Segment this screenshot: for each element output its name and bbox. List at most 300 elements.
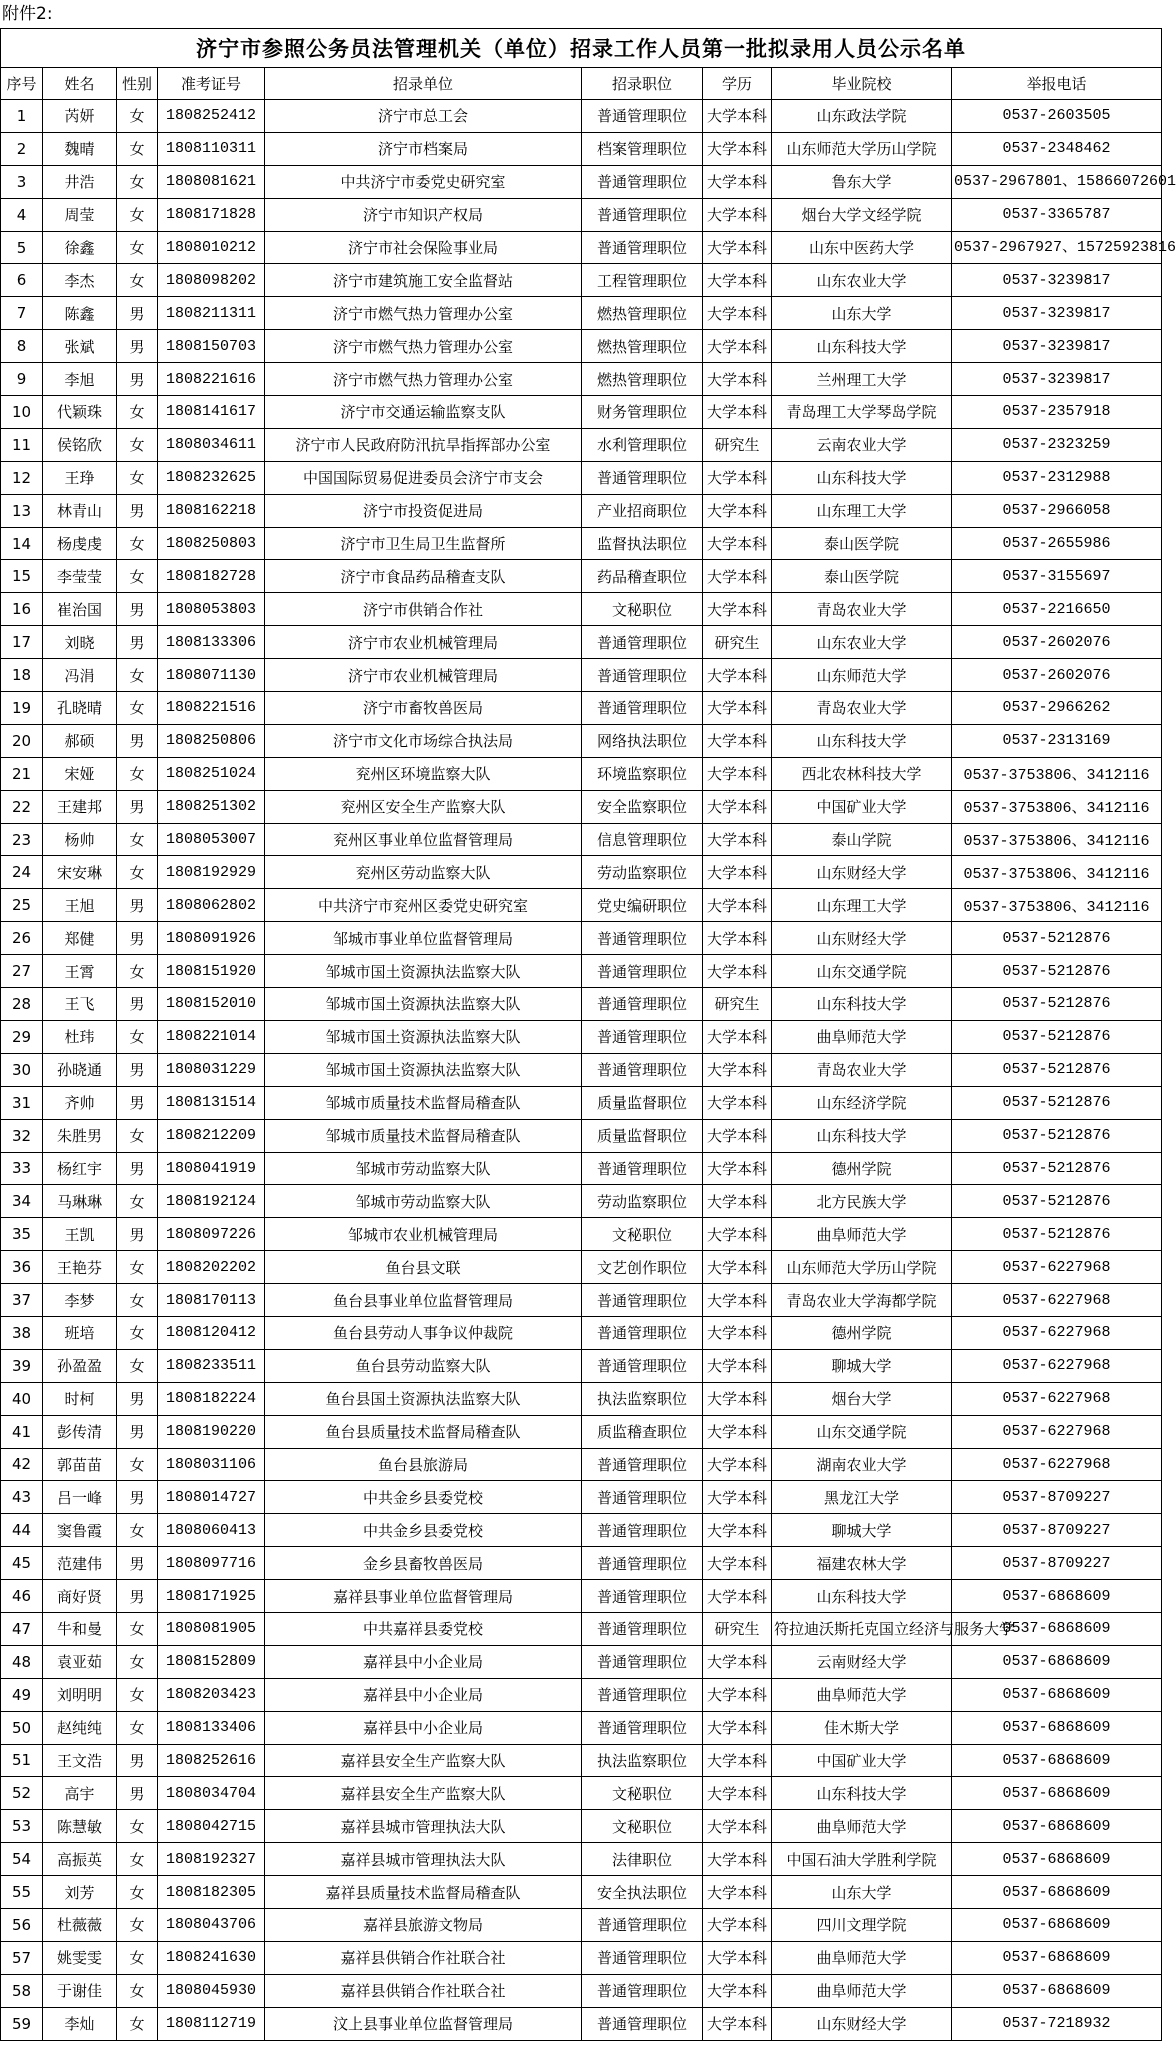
cell-unit: 鱼台县旅游局	[265, 1448, 582, 1481]
cell-name: 王琤	[43, 461, 117, 494]
cell-position: 普通管理职位	[582, 988, 703, 1021]
cell-index: 28	[1, 988, 43, 1021]
cell-exam-no: 1808252616	[158, 1744, 265, 1777]
cell-phone: 0537-6868609	[952, 1612, 1162, 1645]
cell-gender: 女	[117, 1020, 158, 1053]
cell-education: 大学本科	[703, 1448, 772, 1481]
table-row	[1, 1020, 1162, 1053]
cell-unit: 济宁市总工会	[265, 100, 582, 133]
cell-name: 高振英	[43, 1843, 117, 1876]
table-row	[1, 1580, 1162, 1613]
cell-index: 34	[1, 1185, 43, 1218]
cell-phone: 0537-2966262	[952, 692, 1162, 725]
cell-school: 湖南农业大学	[772, 1448, 952, 1481]
cell-name: 陈鑫	[43, 297, 117, 330]
cell-index: 17	[1, 626, 43, 659]
cell-education: 大学本科	[703, 1876, 772, 1909]
cell-index: 45	[1, 1547, 43, 1580]
cell-index: 36	[1, 1251, 43, 1284]
cell-exam-no: 1808034704	[158, 1777, 265, 1810]
cell-exam-no: 1808081905	[158, 1612, 265, 1645]
cell-gender: 男	[117, 1086, 158, 1119]
cell-school: 泰山学院	[772, 823, 952, 856]
column-header-unit: 招录单位	[265, 68, 582, 100]
cell-education: 大学本科	[703, 1349, 772, 1382]
cell-index: 40	[1, 1382, 43, 1415]
cell-school: 福建农林大学	[772, 1547, 952, 1580]
cell-school: 兰州理工大学	[772, 363, 952, 396]
cell-gender: 女	[117, 1941, 158, 1974]
cell-gender: 女	[117, 1119, 158, 1152]
cell-education: 大学本科	[703, 1645, 772, 1678]
cell-education: 大学本科	[703, 2007, 772, 2040]
cell-name: 牛和曼	[43, 1612, 117, 1645]
cell-position: 普通管理职位	[582, 1349, 703, 1382]
cell-position: 普通管理职位	[582, 165, 703, 198]
cell-phone: 0537-2216650	[952, 593, 1162, 626]
table-row	[1, 1711, 1162, 1744]
cell-name: 李旭	[43, 363, 117, 396]
table-row	[1, 527, 1162, 560]
cell-index: 9	[1, 363, 43, 396]
cell-unit: 邹城市劳动监察大队	[265, 1152, 582, 1185]
table-row	[1, 922, 1162, 955]
cell-name: 杨帅	[43, 823, 117, 856]
cell-index: 2	[1, 132, 43, 165]
cell-phone: 0537-6227968	[952, 1349, 1162, 1382]
cell-position: 普通管理职位	[582, 2007, 703, 2040]
cell-school: 佳木斯大学	[772, 1711, 952, 1744]
cell-unit: 中共金乡县委党校	[265, 1514, 582, 1547]
cell-phone: 0537-2966058	[952, 494, 1162, 527]
cell-gender: 女	[117, 1316, 158, 1349]
table-row	[1, 560, 1162, 593]
cell-phone: 0537-2357918	[952, 396, 1162, 429]
cell-index: 6	[1, 264, 43, 297]
cell-name: 郝硕	[43, 724, 117, 757]
cell-exam-no: 1808041919	[158, 1152, 265, 1185]
cell-exam-no: 1808010212	[158, 231, 265, 264]
cell-position: 燃热管理职位	[582, 297, 703, 330]
cell-exam-no: 1808133406	[158, 1711, 265, 1744]
cell-index: 38	[1, 1316, 43, 1349]
cell-index: 44	[1, 1514, 43, 1547]
cell-gender: 男	[117, 363, 158, 396]
cell-position: 监督执法职位	[582, 527, 703, 560]
cell-education: 大学本科	[703, 1777, 772, 1810]
cell-name: 于谢佳	[43, 1974, 117, 2007]
cell-gender: 女	[117, 1711, 158, 1744]
cell-index: 33	[1, 1152, 43, 1185]
cell-phone: 0537-8709227	[952, 1547, 1162, 1580]
cell-phone: 0537-5212876	[952, 1119, 1162, 1152]
cell-school: 青岛农业大学	[772, 1053, 952, 1086]
cell-position: 劳动监察职位	[582, 856, 703, 889]
cell-position: 信息管理职位	[582, 823, 703, 856]
cell-school: 曲阜师范大学	[772, 1020, 952, 1053]
table-row	[1, 1481, 1162, 1514]
cell-school: 山东中医药大学	[772, 231, 952, 264]
cell-unit: 济宁市交通运输监察支队	[265, 396, 582, 429]
cell-position: 文秘职位	[582, 1810, 703, 1843]
cell-name: 宋安琳	[43, 856, 117, 889]
cell-position: 档案管理职位	[582, 132, 703, 165]
cell-index: 5	[1, 231, 43, 264]
cell-position: 普通管理职位	[582, 922, 703, 955]
cell-name: 徐鑫	[43, 231, 117, 264]
cell-position: 普通管理职位	[582, 1448, 703, 1481]
cell-unit: 汶上县事业单位监督管理局	[265, 2007, 582, 2040]
cell-gender: 女	[117, 955, 158, 988]
cell-name: 王建邦	[43, 790, 117, 823]
cell-exam-no: 1808221616	[158, 363, 265, 396]
cell-name: 侯铭欣	[43, 428, 117, 461]
cell-name: 李杰	[43, 264, 117, 297]
cell-unit: 嘉祥县城市管理执法大队	[265, 1843, 582, 1876]
cell-school: 四川文理学院	[772, 1908, 952, 1941]
cell-phone: 0537-8709227	[952, 1514, 1162, 1547]
table-row	[1, 1053, 1162, 1086]
cell-name: 陈慧敏	[43, 1810, 117, 1843]
cell-education: 大学本科	[703, 856, 772, 889]
column-header-school: 毕业院校	[772, 68, 952, 100]
cell-index: 52	[1, 1777, 43, 1810]
cell-unit: 兖州区劳动监察大队	[265, 856, 582, 889]
cell-phone: 0537-3753806、3412116	[952, 856, 1162, 889]
cell-position: 质量监督职位	[582, 1119, 703, 1152]
cell-unit: 济宁市食品药品稽查支队	[265, 560, 582, 593]
cell-position: 普通管理职位	[582, 1941, 703, 1974]
cell-name: 孔晓晴	[43, 692, 117, 725]
cell-position: 环境监察职位	[582, 757, 703, 790]
cell-school: 山东师范大学	[772, 659, 952, 692]
cell-position: 文艺创作职位	[582, 1251, 703, 1284]
cell-index: 23	[1, 823, 43, 856]
cell-phone: 0537-3155697	[952, 560, 1162, 593]
cell-education: 大学本科	[703, 494, 772, 527]
cell-phone: 0537-6868609	[952, 1876, 1162, 1909]
cell-gender: 男	[117, 1777, 158, 1810]
cell-exam-no: 1808120412	[158, 1316, 265, 1349]
cell-gender: 男	[117, 593, 158, 626]
cell-education: 大学本科	[703, 1974, 772, 2007]
table-row	[1, 1448, 1162, 1481]
table-body	[1, 100, 1176, 2041]
cell-position: 普通管理职位	[582, 1908, 703, 1941]
cell-exam-no: 1808034611	[158, 428, 265, 461]
cell-phone: 0537-2603505	[952, 100, 1162, 133]
cell-school: 符拉迪沃斯托克国立经济与服务大学	[772, 1612, 952, 1645]
title-row	[1, 29, 1162, 68]
cell-index: 56	[1, 1908, 43, 1941]
cell-school: 山东科技大学	[772, 1777, 952, 1810]
cell-index: 13	[1, 494, 43, 527]
cell-unit: 中共金乡县委党校	[265, 1481, 582, 1514]
cell-index: 47	[1, 1612, 43, 1645]
cell-unit: 济宁市燃气热力管理办公室	[265, 330, 582, 363]
cell-unit: 邹城市农业机械管理局	[265, 1218, 582, 1251]
table-row	[1, 1810, 1162, 1843]
cell-gender: 男	[117, 1580, 158, 1613]
cell-name: 井浩	[43, 165, 117, 198]
cell-school: 中国石油大学胜利学院	[772, 1843, 952, 1876]
cell-index: 58	[1, 1974, 43, 2007]
table-row	[1, 1612, 1162, 1645]
cell-education: 大学本科	[703, 1284, 772, 1317]
cell-exam-no: 1808221014	[158, 1020, 265, 1053]
cell-phone: 0537-8709227	[952, 1481, 1162, 1514]
cell-index: 32	[1, 1119, 43, 1152]
cell-school: 山东农业大学	[772, 626, 952, 659]
cell-name: 袁亚茹	[43, 1645, 117, 1678]
cell-exam-no: 1808112719	[158, 2007, 265, 2040]
cell-education: 大学本科	[703, 165, 772, 198]
cell-phone: 0537-6227968	[952, 1316, 1162, 1349]
cell-position: 工程管理职位	[582, 264, 703, 297]
cell-school: 山东农业大学	[772, 264, 952, 297]
cell-gender: 女	[117, 1612, 158, 1645]
cell-name: 杨红宇	[43, 1152, 117, 1185]
cell-unit: 济宁市社会保险事业局	[265, 231, 582, 264]
cell-position: 执法监察职位	[582, 1744, 703, 1777]
cell-gender: 女	[117, 1514, 158, 1547]
cell-index: 12	[1, 461, 43, 494]
cell-education: 大学本科	[703, 100, 772, 133]
cell-exam-no: 1808171828	[158, 198, 265, 231]
cell-education: 大学本科	[703, 724, 772, 757]
cell-name: 窦鲁霞	[43, 1514, 117, 1547]
cell-unit: 嘉祥县旅游文物局	[265, 1908, 582, 1941]
cell-education: 大学本科	[703, 1547, 772, 1580]
cell-name: 王旭	[43, 889, 117, 922]
cell-exam-no: 1808060413	[158, 1514, 265, 1547]
cell-gender: 女	[117, 757, 158, 790]
cell-exam-no: 1808182224	[158, 1382, 265, 1415]
cell-position: 普通管理职位	[582, 1481, 703, 1514]
cell-school: 山东科技大学	[772, 988, 952, 1021]
cell-exam-no: 1808252412	[158, 100, 265, 133]
cell-exam-no: 1808141617	[158, 396, 265, 429]
cell-school: 青岛农业大学	[772, 692, 952, 725]
cell-gender: 男	[117, 988, 158, 1021]
cell-name: 彭传清	[43, 1415, 117, 1448]
cell-school: 山东理工大学	[772, 889, 952, 922]
cell-gender: 女	[117, 1185, 158, 1218]
cell-education: 大学本科	[703, 132, 772, 165]
cell-name: 孙晓通	[43, 1053, 117, 1086]
cell-position: 普通管理职位	[582, 1053, 703, 1086]
cell-gender: 女	[117, 1876, 158, 1909]
cell-school: 山东政法学院	[772, 100, 952, 133]
cell-exam-no: 1808133306	[158, 626, 265, 659]
cell-school: 山东财经大学	[772, 856, 952, 889]
cell-gender: 男	[117, 1218, 158, 1251]
cell-school: 山东交通学院	[772, 955, 952, 988]
column-header-gender: 性别	[117, 68, 158, 100]
cell-gender: 女	[117, 165, 158, 198]
cell-education: 大学本科	[703, 823, 772, 856]
cell-education: 大学本科	[703, 297, 772, 330]
cell-position: 普通管理职位	[582, 1580, 703, 1613]
cell-unit: 济宁市人民政府防汛抗旱指挥部办公室	[265, 428, 582, 461]
cell-unit: 嘉祥县中小企业局	[265, 1645, 582, 1678]
table-row	[1, 692, 1162, 725]
table-row	[1, 198, 1162, 231]
table-row	[1, 955, 1162, 988]
cell-phone: 0537-5212876	[952, 1086, 1162, 1119]
table-row	[1, 724, 1162, 757]
cell-gender: 女	[117, 659, 158, 692]
cell-position: 执法监察职位	[582, 1382, 703, 1415]
cell-school: 曲阜师范大学	[772, 1678, 952, 1711]
cell-education: 大学本科	[703, 692, 772, 725]
cell-index: 29	[1, 1020, 43, 1053]
table-row	[1, 1119, 1162, 1152]
cell-education: 大学本科	[703, 527, 772, 560]
cell-index: 46	[1, 1580, 43, 1613]
table-row	[1, 1218, 1162, 1251]
annex-label: 附件2:	[2, 4, 53, 24]
cell-unit: 嘉祥县质量技术监督局稽查队	[265, 1876, 582, 1909]
cell-name: 郑健	[43, 922, 117, 955]
cell-school: 黑龙江大学	[772, 1481, 952, 1514]
cell-index: 7	[1, 297, 43, 330]
cell-school: 山东大学	[772, 1876, 952, 1909]
cell-gender: 女	[117, 560, 158, 593]
cell-exam-no: 1808250803	[158, 527, 265, 560]
cell-position: 普通管理职位	[582, 1284, 703, 1317]
cell-school: 曲阜师范大学	[772, 1974, 952, 2007]
cell-education: 大学本科	[703, 790, 772, 823]
cell-position: 普通管理职位	[582, 1514, 703, 1547]
cell-phone: 0537-3239817	[952, 264, 1162, 297]
cell-gender: 男	[117, 922, 158, 955]
cell-education: 研究生	[703, 428, 772, 461]
cell-index: 30	[1, 1053, 43, 1086]
cell-unit: 邹城市国土资源执法监察大队	[265, 988, 582, 1021]
cell-education: 大学本科	[703, 363, 772, 396]
cell-unit: 邹城市国土资源执法监察大队	[265, 1053, 582, 1086]
cell-position: 文秘职位	[582, 593, 703, 626]
cell-name: 孙盈盈	[43, 1349, 117, 1382]
cell-gender: 女	[117, 1843, 158, 1876]
cell-phone: 0537-3753806、3412116	[952, 889, 1162, 922]
cell-unit: 邹城市国土资源执法监察大队	[265, 1020, 582, 1053]
cell-index: 3	[1, 165, 43, 198]
cell-phone: 0537-6868609	[952, 1744, 1162, 1777]
cell-position: 普通管理职位	[582, 659, 703, 692]
cell-school: 聊城大学	[772, 1349, 952, 1382]
cell-school: 山东科技大学	[772, 724, 952, 757]
cell-unit: 邹城市事业单位监督管理局	[265, 922, 582, 955]
cell-school: 曲阜师范大学	[772, 1941, 952, 1974]
cell-index: 1	[1, 100, 43, 133]
cell-index: 27	[1, 955, 43, 988]
table-row	[1, 1908, 1162, 1941]
cell-name: 吕一峰	[43, 1481, 117, 1514]
cell-index: 11	[1, 428, 43, 461]
cell-exam-no: 1808251302	[158, 790, 265, 823]
cell-school: 泰山医学院	[772, 527, 952, 560]
cell-phone: 0537-6868609	[952, 1580, 1162, 1613]
cell-position: 普通管理职位	[582, 1316, 703, 1349]
cell-education: 大学本科	[703, 1185, 772, 1218]
cell-school: 山东师范大学历山学院	[772, 132, 952, 165]
cell-position: 文秘职位	[582, 1218, 703, 1251]
cell-index: 26	[1, 922, 43, 955]
cell-name: 范建伟	[43, 1547, 117, 1580]
cell-education: 大学本科	[703, 461, 772, 494]
table-row	[1, 1547, 1162, 1580]
cell-phone: 0537-7218932	[952, 2007, 1162, 2040]
cell-education: 大学本科	[703, 1218, 772, 1251]
cell-school: 青岛农业大学	[772, 593, 952, 626]
cell-exam-no: 1808192124	[158, 1185, 265, 1218]
cell-phone: 0537-6227968	[952, 1448, 1162, 1481]
table-row	[1, 1777, 1162, 1810]
cell-education: 大学本科	[703, 1415, 772, 1448]
cell-name: 代颖珠	[43, 396, 117, 429]
cell-phone: 0537-5212876	[952, 1185, 1162, 1218]
cell-phone: 0537-3365787	[952, 198, 1162, 231]
cell-name: 班培	[43, 1316, 117, 1349]
cell-gender: 男	[117, 1481, 158, 1514]
cell-gender: 男	[117, 790, 158, 823]
cell-gender: 男	[117, 1415, 158, 1448]
table-row	[1, 1185, 1162, 1218]
cell-name: 郭苗苗	[43, 1448, 117, 1481]
cell-school: 山东财经大学	[772, 2007, 952, 2040]
cell-gender: 男	[117, 330, 158, 363]
cell-exam-no: 1808152010	[158, 988, 265, 1021]
cell-unit: 济宁市知识产权局	[265, 198, 582, 231]
cell-gender: 男	[117, 1547, 158, 1580]
cell-unit: 嘉祥县事业单位监督管理局	[265, 1580, 582, 1613]
cell-name: 芮妍	[43, 100, 117, 133]
cell-education: 大学本科	[703, 1020, 772, 1053]
cell-name: 冯涓	[43, 659, 117, 692]
cell-index: 18	[1, 659, 43, 692]
cell-education: 大学本科	[703, 1251, 772, 1284]
cell-unit: 鱼台县事业单位监督管理局	[265, 1284, 582, 1317]
cell-phone: 0537-5212876	[952, 1053, 1162, 1086]
cell-unit: 嘉祥县中小企业局	[265, 1678, 582, 1711]
cell-position: 普通管理职位	[582, 100, 703, 133]
cell-index: 31	[1, 1086, 43, 1119]
cell-gender: 女	[117, 1349, 158, 1382]
cell-name: 马琳琳	[43, 1185, 117, 1218]
cell-phone: 0537-3239817	[952, 297, 1162, 330]
cell-position: 质监稽查职位	[582, 1415, 703, 1448]
cell-exam-no: 1808182305	[158, 1876, 265, 1909]
table-row	[1, 823, 1162, 856]
table-row	[1, 626, 1162, 659]
cell-phone: 0537-5212876	[952, 955, 1162, 988]
cell-exam-no: 1808192929	[158, 856, 265, 889]
cell-school: 山东经济学院	[772, 1086, 952, 1119]
cell-exam-no: 1808014727	[158, 1481, 265, 1514]
cell-unit: 鱼台县质量技术监督局稽查队	[265, 1415, 582, 1448]
cell-gender: 女	[117, 1251, 158, 1284]
cell-unit: 济宁市农业机械管理局	[265, 626, 582, 659]
cell-name: 刘明明	[43, 1678, 117, 1711]
cell-school: 鲁东大学	[772, 165, 952, 198]
cell-unit: 济宁市投资促进局	[265, 494, 582, 527]
table-row	[1, 1284, 1162, 1317]
cell-education: 大学本科	[703, 231, 772, 264]
cell-unit: 鱼台县劳动人事争议仲裁院	[265, 1316, 582, 1349]
cell-education: 大学本科	[703, 1908, 772, 1941]
